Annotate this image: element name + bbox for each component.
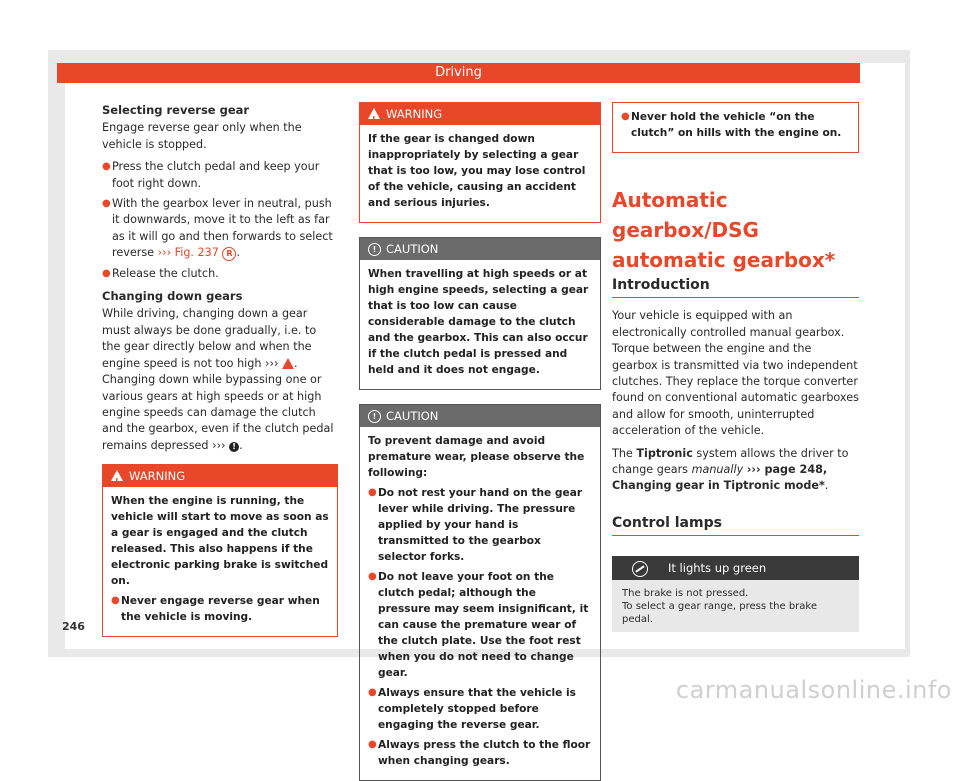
down-gears-text-part1: While driving, changing down a gear must always be done gradually, i.e. to the gear directly below and when the engine speed is not too high ››› [102,307,317,370]
introduction-heading: Introduction [612,277,859,298]
warning-label: WARNING [386,107,443,121]
bullet-icon: ● [368,487,377,498]
bullet-icon: ● [102,267,111,279]
list-item [368,737,592,769]
list-item [368,685,592,733]
lamp-description-line: To select a gear range, press the brake pedal. [622,601,818,626]
caution-intro: To prevent damage and avoid premature wear, please observe the following: [368,435,585,479]
list-item [621,109,850,141]
caution-box [359,404,601,781]
list-item [102,196,338,262]
bullet-text: Always press the clutch to the floor when changing gears. [378,739,591,767]
column-right [612,102,859,632]
bullet-icon: ● [368,571,377,582]
warning-box [359,102,601,223]
bullet-text: Press the clutch pedal and keep your foot right down. [112,160,320,190]
tiptronic-term: Tiptronic [636,446,693,460]
chapter-title: Automatic gearbox/DSG automatic gearbox* [612,188,836,272]
list-item [368,569,592,681]
caution-icon: ! [368,243,381,256]
warning-text: If the gear is changed down inappropriately by selecting a gear that is too low, you may lose control of the vehicle, causing an accident and serious injuries. [368,133,586,209]
section-header: Driving [57,63,860,83]
bullet-text-main: With the gearbox lever in neutral, push it downwards, move it to the left as far as it will go and then forwards to select reverse [112,197,333,260]
brake-lamp-icon [632,561,648,577]
bullet-icon: ● [368,739,377,750]
introduction-text: Your vehicle is equipped with an electronically controlled manual gearbox. Torque between the engine and the gearbox is transmitted via two independent clutches. They replace the torque converter found on conventional automatic gearboxes and allow for smooth, uninterrupted acceleration of the vehicle. [612,309,859,438]
list-item [102,159,338,192]
page-reference-link[interactable]: ››› page 248, Changing gear in Tiptronic mode* [612,463,828,493]
caution-label: CAUTION [386,409,439,423]
lamp-description-line: The brake is not pressed. [622,588,749,600]
warning-box-header [103,465,337,487]
caution-box-body [360,427,600,780]
lamp-row-header [612,556,859,580]
warning-ref-icon[interactable] [282,358,294,369]
down-gears-heading: Changing down gears [102,289,243,304]
warning-box-header [360,103,600,125]
reverse-gear-intro: Engage reverse gear only when the vehicle is stopped. [102,121,302,151]
caution-text: When travelling at high speeds or at high engine speeds, selecting a gear that is too low can cause considerable damage to the clutch and the gearbox. This can also occur if the clutch pedal is pressed and held and it does not engage. [368,268,589,376]
info-ref-icon[interactable]: ! [229,442,239,452]
column-middle [359,102,601,781]
caution-box-body [360,260,600,389]
reverse-gear-heading: Selecting reverse gear [102,103,250,117]
warning-box-body [360,125,600,222]
list-item [368,485,592,565]
tiptronic-text-pre: The [612,446,633,460]
down-gears-text: While driving, changing down a gear must always be done gradually, i.e. to the gear directly below and when the engine speed is not too high ››› . Changing down while bypassing one or various gears at high speeds or at high engine speeds can damage the clutch and the gearbox, even if the clutch pedal remains depressed ››› ! . [102,307,334,452]
bullet-icon: ● [111,595,120,607]
tiptronic-manually: manually [691,463,744,477]
warning-box-body [103,487,337,636]
bullet-text: Release the clutch. [112,266,219,280]
caution-box-header [360,405,600,427]
bullet-text: Always ensure that the vehicle is completely stopped before engaging the reverse gear. [378,687,576,731]
list-item [111,593,329,625]
bullet-text: Never hold the vehicle “on the clutch” on hills with the engine on. [631,111,842,139]
warning-label: WARNING [129,469,186,484]
reverse-mark-icon: R [222,247,236,261]
lamp-row-body [612,580,859,632]
bullet-icon: ● [368,687,377,698]
list-item [102,266,338,282]
bullet-icon: ● [621,111,630,122]
tiptronic-text-end: . [824,479,829,493]
page-number: 246 [62,620,85,633]
caution-box-header [360,238,600,260]
bullet-icon: ● [102,161,111,173]
warning-continued-box [612,102,859,153]
column-left [102,102,338,637]
tiptronic-text-mid: system allows the driver to change gears [612,446,849,477]
warning-box [102,464,338,637]
bullet-text: With the gearbox lever in neutral, push it downwards, move it to the left as far as it will go and then forwards to select reverse ››› Fig. 237 R . [112,197,333,260]
lamp-label: It lights up green [668,561,767,576]
bullet-text: Do not rest your hand on the gear lever while driving. The pressure applied by your hand is transmitted to the gearbox selector forks. [378,487,583,563]
warning-icon [111,470,123,481]
control-lamps-heading: Control lamps [612,515,859,536]
caution-icon: ! [368,410,381,423]
caution-label: CAUTION [386,242,439,256]
tiptronic-text [612,446,859,495]
bullet-icon: ● [102,198,111,210]
figure-reference-link[interactable]: ››› Fig. 237 [157,246,219,260]
bullet-text: Never engage reverse gear when the vehicle is moving. [121,595,320,624]
bullet-text: Do not leave your foot on the clutch pedal; although the pressure may seem insignificant, it can cause the premature wear of the clutch plate. Use the foot rest when you do not need to change gear. [378,571,589,679]
caution-box [359,237,601,390]
warning-text: When the engine is running, the vehicle will start to move as soon as a gear is engaged and the clutch released. This also happens if the electronic parking brake is switched on. [111,495,329,588]
warning-icon [368,108,380,119]
warning-continued-body [613,103,858,152]
down-gears-text-part2: . Changing down while bypassing one or various gears at high speeds or at high engine speeds can damage the clutch and the gearbox, even if the clutch pedal remains depressed ››› [102,356,334,452]
watermark: carmanualsonline.info [675,676,952,704]
